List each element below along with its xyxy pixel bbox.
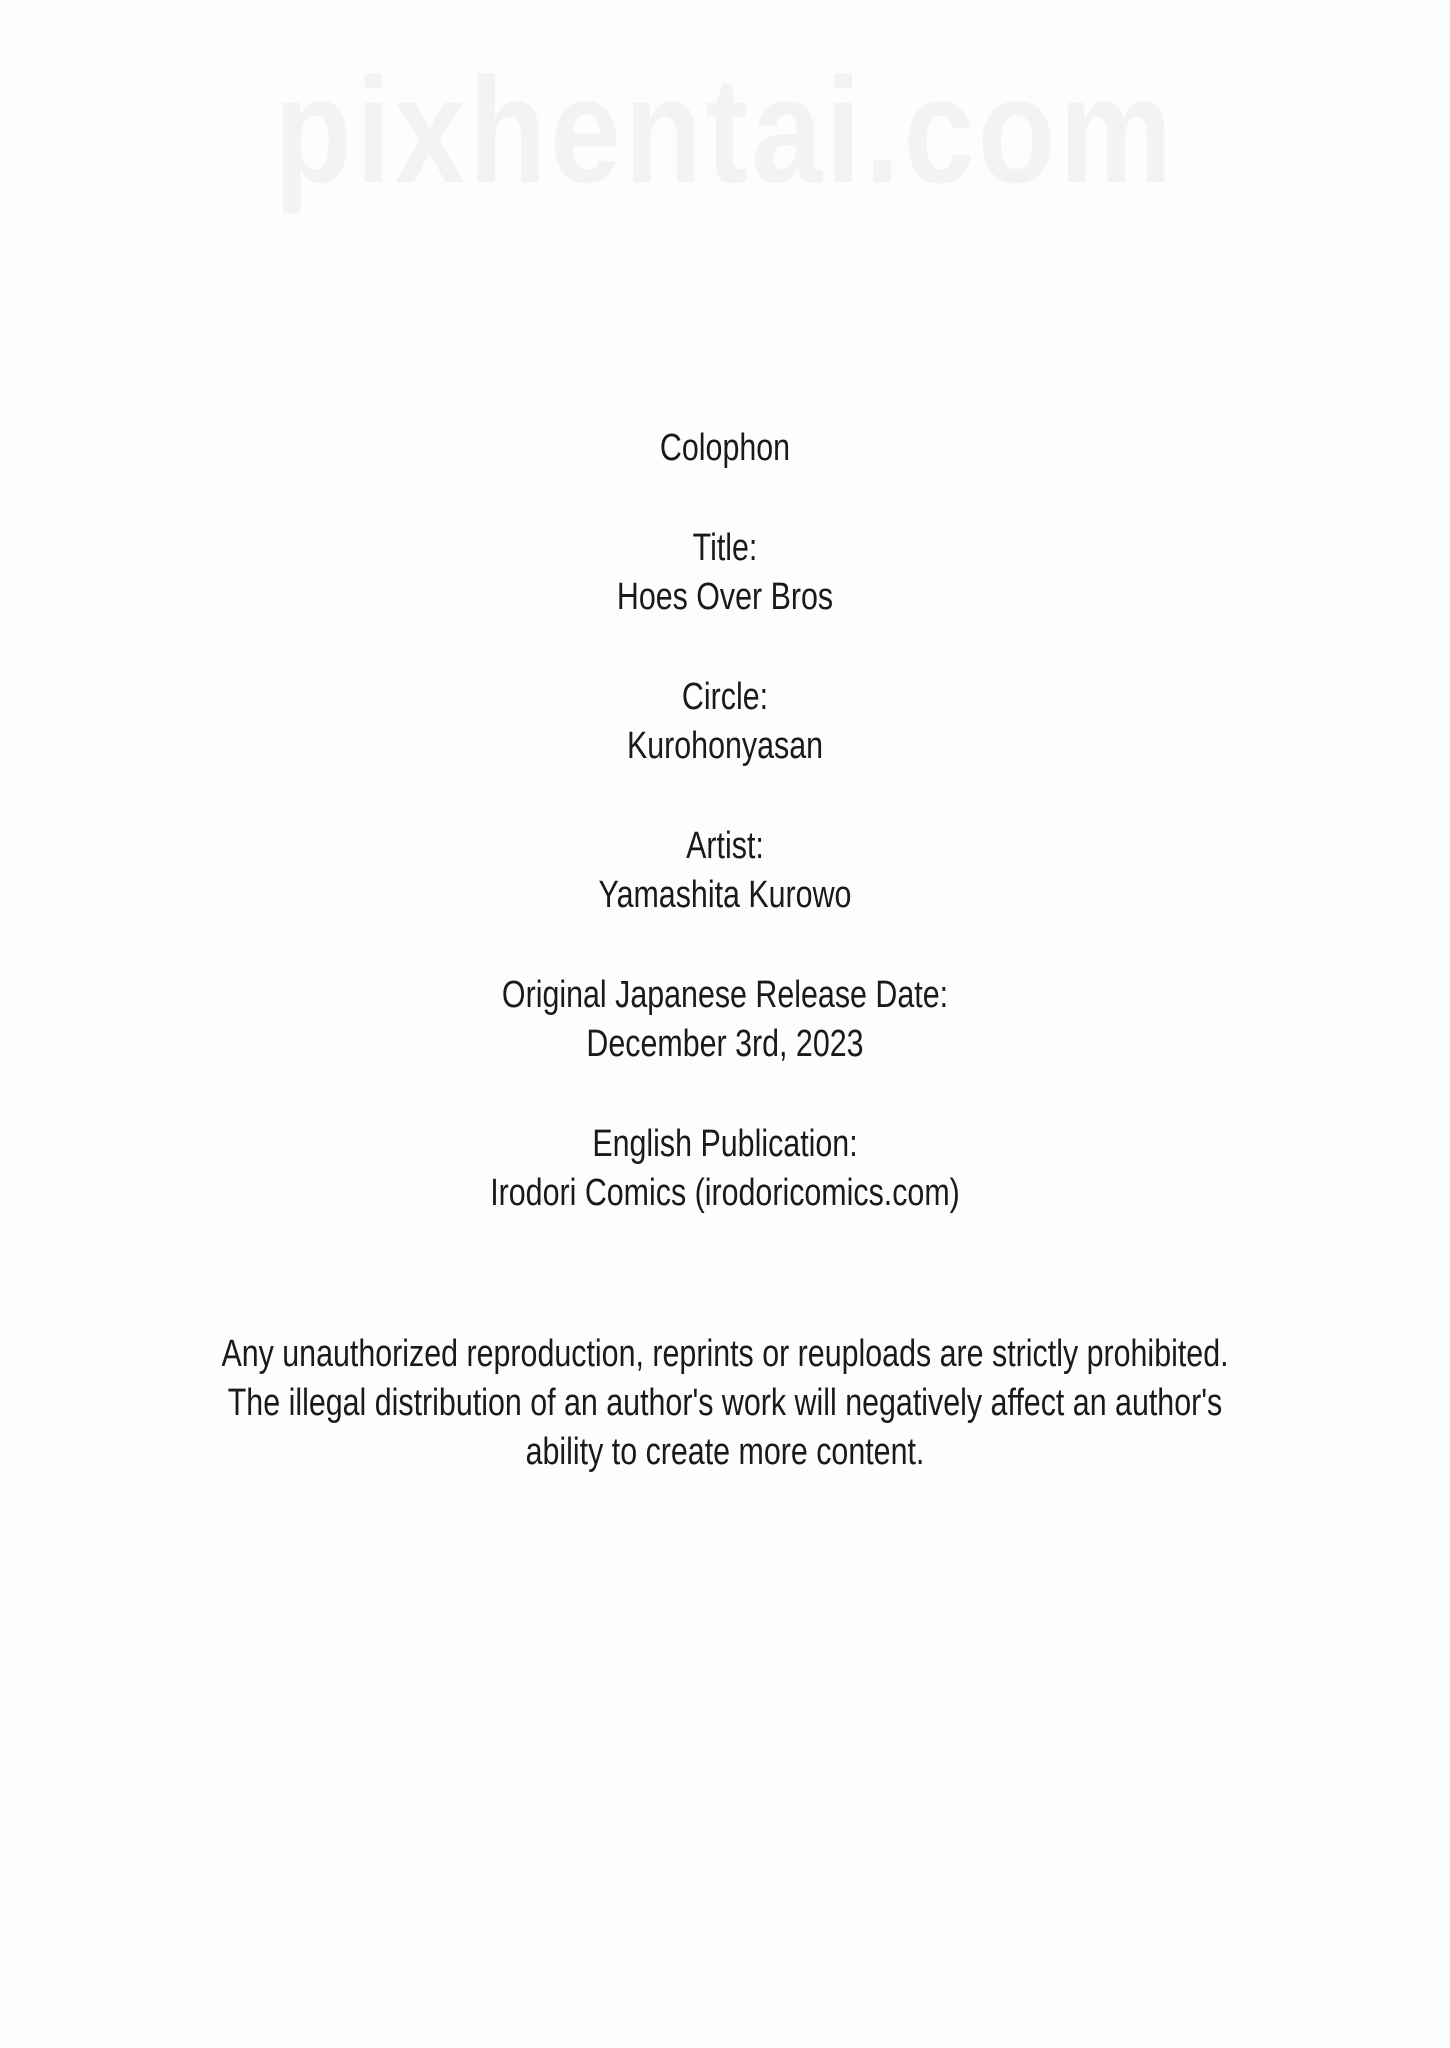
copyright-notice-line: ability to create more content. <box>525 1431 925 1473</box>
entry-circle-value: Kurohonyasan <box>626 725 824 767</box>
entry-english-publication <box>0 1120 1450 1218</box>
entry-release-date-value: December 3rd, 2023 <box>586 1023 864 1065</box>
entry-english-publication-value: Irodori Comics (irodoricomics.com) <box>490 1172 960 1214</box>
entry-artist-value: Yamashita Kurowo <box>598 874 852 916</box>
site-watermark: pixhentai.com <box>274 46 1176 214</box>
entry-title-label: Title: <box>692 527 758 569</box>
entry-release-date <box>0 971 1450 1069</box>
entry-english-publication-label: English Publication: <box>592 1123 858 1165</box>
copyright-notice-line: The illegal distribution of an author's work will negatively affect an author's <box>227 1382 1223 1424</box>
entry-title-value: Hoes Over Bros <box>616 576 834 618</box>
entry-artist-label: Artist: <box>686 825 764 867</box>
copyright-notice <box>0 1330 1450 1477</box>
entry-artist <box>0 822 1450 920</box>
entry-title <box>0 524 1450 622</box>
entry-release-date-label: Original Japanese Release Date: <box>501 974 949 1016</box>
entry-circle <box>0 673 1450 771</box>
copyright-notice-line: Any unauthorized reproduction, reprints or reuploads are strictly prohibited. <box>221 1333 1229 1375</box>
page-title: Colophon <box>659 427 791 469</box>
entry-circle-label: Circle: <box>681 676 769 718</box>
